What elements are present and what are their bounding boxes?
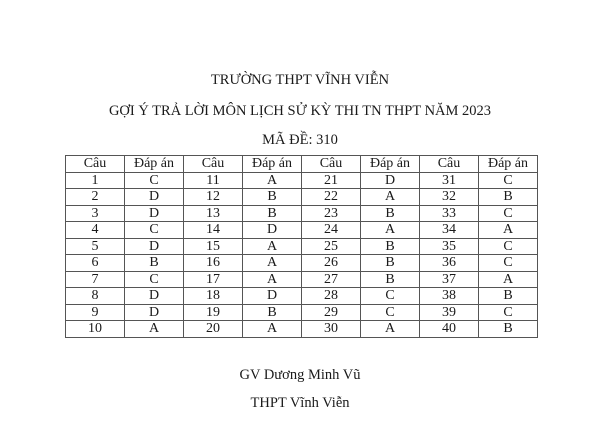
answer-cell: C: [361, 304, 420, 321]
question-number-cell: 21: [302, 172, 361, 189]
question-number-cell: 7: [66, 271, 125, 288]
answer-cell: B: [361, 238, 420, 255]
column-header: Câu: [302, 156, 361, 173]
answer-cell: D: [125, 189, 184, 206]
answer-cell: C: [125, 172, 184, 189]
question-number-cell: 26: [302, 255, 361, 272]
answer-cell: D: [125, 205, 184, 222]
answer-cell: D: [125, 304, 184, 321]
column-header: Đáp án: [479, 156, 538, 173]
question-number-cell: 28: [302, 288, 361, 305]
table-row: [66, 321, 538, 338]
answer-cell: B: [361, 271, 420, 288]
question-number-cell: 20: [184, 321, 243, 338]
answer-cell: D: [243, 222, 302, 239]
answer-cell: A: [243, 238, 302, 255]
answer-cell: C: [479, 304, 538, 321]
question-number-cell: 8: [66, 288, 125, 305]
question-number-cell: 3: [66, 205, 125, 222]
question-number-cell: 12: [184, 189, 243, 206]
question-number-cell: 29: [302, 304, 361, 321]
column-header: Câu: [420, 156, 479, 173]
question-number-cell: 36: [420, 255, 479, 272]
question-number-cell: 10: [66, 321, 125, 338]
table-row: [66, 255, 538, 272]
table-row: [66, 172, 538, 189]
question-number-cell: 35: [420, 238, 479, 255]
table-row: [66, 271, 538, 288]
school-title: TRƯỜNG THPT VĨNH VIỄN: [210, 72, 390, 88]
answer-cell: C: [125, 271, 184, 288]
question-number-cell: 14: [184, 222, 243, 239]
answer-cell: B: [479, 288, 538, 305]
answer-cell: D: [125, 288, 184, 305]
question-number-cell: 25: [302, 238, 361, 255]
question-number-cell: 18: [184, 288, 243, 305]
question-number-cell: 13: [184, 205, 243, 222]
answer-key-table: [65, 155, 538, 338]
teacher-name: GV Dương Minh Vũ: [239, 367, 361, 383]
answer-cell: B: [243, 205, 302, 222]
question-number-cell: 30: [302, 321, 361, 338]
column-header: Đáp án: [361, 156, 420, 173]
answer-cell: D: [243, 288, 302, 305]
answer-cell: A: [243, 321, 302, 338]
question-number-cell: 4: [66, 222, 125, 239]
answer-cell: B: [479, 321, 538, 338]
question-number-cell: 23: [302, 205, 361, 222]
question-number-cell: 24: [302, 222, 361, 239]
answer-cell: C: [479, 238, 538, 255]
table-row: [66, 205, 538, 222]
answer-cell: A: [479, 271, 538, 288]
question-number-cell: 9: [66, 304, 125, 321]
answer-cell: A: [361, 189, 420, 206]
table-header-row: [66, 156, 538, 173]
answer-cell: C: [361, 288, 420, 305]
answer-cell: A: [361, 222, 420, 239]
table-row: [66, 288, 538, 305]
table-row: [66, 238, 538, 255]
column-header: Đáp án: [243, 156, 302, 173]
column-header: Đáp án: [125, 156, 184, 173]
answer-cell: B: [125, 255, 184, 272]
answer-cell: B: [243, 189, 302, 206]
answer-cell: B: [361, 205, 420, 222]
question-number-cell: 22: [302, 189, 361, 206]
answer-cell: A: [361, 321, 420, 338]
question-number-cell: 6: [66, 255, 125, 272]
question-number-cell: 33: [420, 205, 479, 222]
question-number-cell: 2: [66, 189, 125, 206]
answer-cell: C: [479, 205, 538, 222]
answer-cell: B: [479, 189, 538, 206]
question-number-cell: 15: [184, 238, 243, 255]
question-number-cell: 32: [420, 189, 479, 206]
question-number-cell: 31: [420, 172, 479, 189]
question-number-cell: 11: [184, 172, 243, 189]
answer-cell: A: [243, 255, 302, 272]
question-number-cell: 38: [420, 288, 479, 305]
answer-cell: C: [479, 172, 538, 189]
answer-cell: A: [479, 222, 538, 239]
answer-cell: D: [125, 238, 184, 255]
question-number-cell: 40: [420, 321, 479, 338]
question-number-cell: 34: [420, 222, 479, 239]
table-row: [66, 189, 538, 206]
document-subtitle: GỢI Ý TRẢ LỜI MÔN LỊCH SỬ KỲ THI TN THPT NĂM 2023: [108, 103, 492, 119]
answer-cell: D: [361, 172, 420, 189]
column-header: Câu: [184, 156, 243, 173]
answer-cell: C: [125, 222, 184, 239]
answer-cell: A: [243, 172, 302, 189]
answer-cell: B: [361, 255, 420, 272]
question-number-cell: 17: [184, 271, 243, 288]
table-row: [66, 304, 538, 321]
answer-cell: C: [479, 255, 538, 272]
answer-cell: A: [243, 271, 302, 288]
answer-cell: A: [125, 321, 184, 338]
answer-cell: B: [243, 304, 302, 321]
question-number-cell: 37: [420, 271, 479, 288]
footer-school: THPT Vĩnh Viễn: [250, 395, 350, 411]
question-number-cell: 19: [184, 304, 243, 321]
exam-code: MÃ ĐỀ: 310: [262, 132, 338, 148]
question-number-cell: 5: [66, 238, 125, 255]
column-header: Câu: [66, 156, 125, 173]
question-number-cell: 39: [420, 304, 479, 321]
question-number-cell: 27: [302, 271, 361, 288]
question-number-cell: 1: [66, 172, 125, 189]
question-number-cell: 16: [184, 255, 243, 272]
table-row: [66, 222, 538, 239]
